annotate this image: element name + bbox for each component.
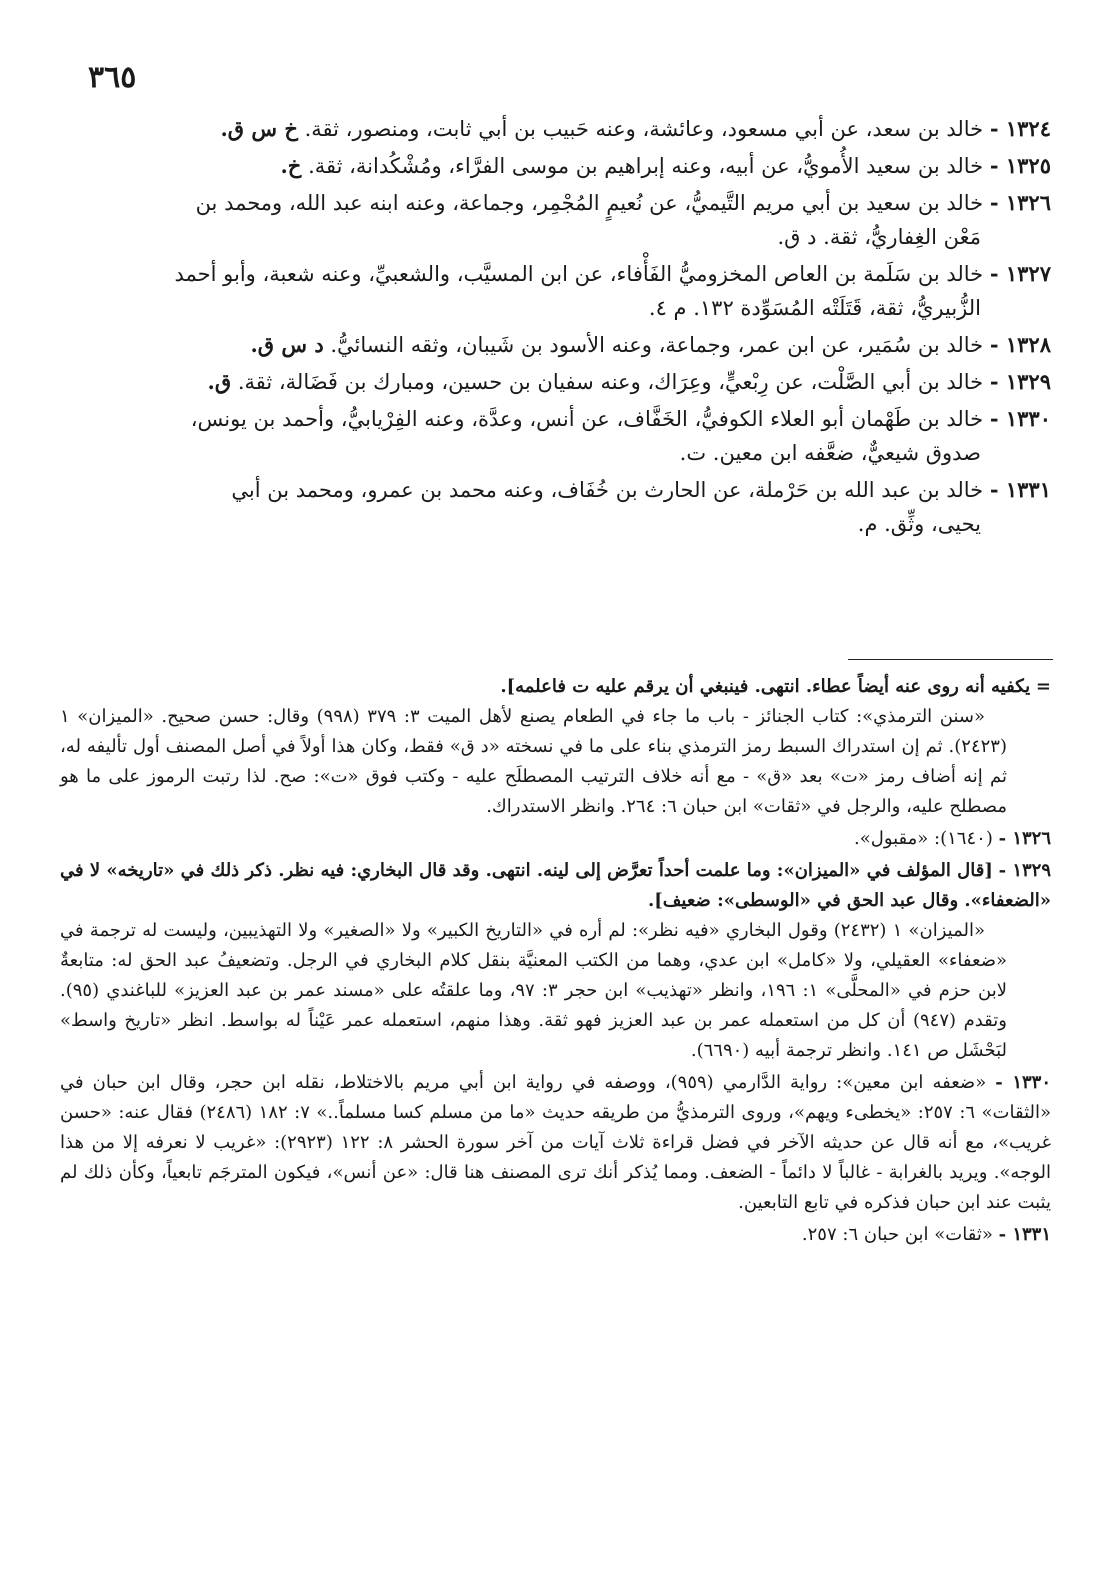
footnote-number: ١٣٢٦ -: [998, 828, 1051, 849]
entry-code: خ س ق.: [220, 116, 298, 141]
entry-text: خالد بن عبد الله بن حَرْملة، عن الحارث بن خُفَاف، وعنه محمد بن عمرو، ومحمد بن أبي: [231, 478, 984, 502]
footnote-1326: [60, 824, 1051, 854]
footnote-1331: [60, 1220, 1051, 1250]
footnote-number: ١٣٣٠ -: [995, 1072, 1051, 1093]
footnote-divider: [848, 659, 1053, 660]
footnote-bold-text: يكفيه أنه روى عنه أيضاً عطاء. انتهى. فينبغي أن يرقم عليه ت فاعلمه].: [500, 676, 1031, 697]
page-number: ٣٦٥: [88, 60, 137, 95]
footnote-body: (١٦٤٠): «مقبول».: [854, 828, 993, 849]
footnotes: [60, 672, 1051, 1252]
entry-continuation: الزُّبيريُّ، ثقة، قَتَلَتْه المُسَوِّدة ١٣٢. م ٤.: [648, 296, 981, 320]
footnote-marker: =: [1035, 676, 1051, 697]
entry-1325: [60, 149, 1051, 183]
entry-number: ١٣٢٥ -: [989, 153, 1051, 178]
entry-number: ١٣٢٦ -: [989, 190, 1051, 215]
entry-1330: [60, 402, 1051, 470]
entry-1326: [60, 186, 1051, 254]
entry-text: خالد بن سُمَير، عن ابن عمر، وجماعة، وعنه الأسود بن شَيبان، وثقه النسائيُّ.: [330, 333, 984, 357]
footnote-1330: [60, 1068, 1051, 1218]
entry-text: خالد بن أبي الصَّلْت، عن رِبْعيٍّ، وعِرَاك، وعنه سفيان بن حسين، ومبارك بن فَضَالة، ثقة.: [237, 370, 984, 394]
footnote-number: ١٣٢٩ -: [998, 860, 1051, 881]
footnote-continued: [60, 672, 1051, 822]
entry-continuation: يحيى، وثِّق. م.: [857, 512, 981, 536]
entry-1331: [60, 473, 1051, 541]
entry-text: خالد بن سَلَمة بن العاص المخزوميُّ الفَأْفاء، عن ابن المسيَّب، والشعبيِّ، وعنه شعبة، وأبو أحمد: [174, 262, 984, 286]
footnote-body: «ضعفه ابن معين»: رواية الدَّارمي (٩٥٩)، ووصفه في رواية ابن أبي مريم بالاختلاط، نقله ابن حجر، وقال ابن حبان في «الثقات» ٦: ٢٥٧: «يخطىء ويهم»، وروى الترمذيُّ من طريقه حديث «ما من مسلم كسا مسلماً..» ٧: ١٨٢ (٢٤٨٦) فقال عنه: «حسن غريب»، مع أنه قال عن حديثه الآخر في فضل قراءة ثلاث آيات من آخر سورة الحشر ٨: ١٢٢ (٢٩٢٣): «غريب لا نعرفه إلا من هذا الوجه». ويريد بالغرابة - غالباً لا دائماً - الضعف. ومما يُذكر أنك ترى المصنف هنا قال: «عن أنس»، فيكون المترجَم تابعياً، وكأن ذلك لم يثبت عند ابن حبان فذكره في تابع التابعين.: [60, 1072, 1052, 1213]
footnote-body: «سنن الترمذي»: كتاب الجنائز - باب ما جاء في الطعام يصنع لأهل الميت ٣: ٣٧٩ (٩٩٨) وقال: حسن صحيح. «الميزان» ١ (٢٤٢٣). ثم إن استدراك السبط رمز الترمذي بناء على ما في نسخته «د ق» فقط، وكان هذا أولاً في أصل المصنف أول تأليفه له، ثم إنه أضاف رمز «ت» بعد «ق» - مع أنه خلاف الترتيب المصطلَح عليه - وكتب فوق «ت»: صح. لذا رتبت الرموز على ما هو مصطلح عليه، والرجل في «ثقات» ابن حبان ٦: ٢٦٤. وانظر الاستدراك.: [60, 706, 1007, 817]
entry-number: ١٣٢٤ -: [989, 116, 1051, 141]
footnote-1329: [60, 856, 1051, 1066]
entry-number: ١٣٢٨ -: [989, 332, 1051, 357]
entry-1327: [60, 257, 1051, 325]
entry-number: ١٣٢٩ -: [989, 369, 1051, 394]
entry-code: خ.: [280, 153, 302, 178]
entry-number: ١٣٣١ -: [989, 477, 1051, 502]
entry-text: خالد بن سعيد بن أبي مريم التَّيميُّ، عن نُعيمٍ المُجْمِر، وجماعة، وعنه ابنه عبد الله، ومحمد بن: [195, 191, 984, 215]
entry-number: ١٣٣٠ -: [989, 406, 1051, 431]
entry-text: خالد بن سعد، عن أبي مسعود، وعائشة، وعنه حَبيب بن أبي ثابت، ومنصور، ثقة.: [304, 117, 984, 141]
entry-1329: [60, 365, 1051, 399]
footnote-bold-text: [قال المؤلف في «الميزان»: وما علمت أحداً تعرَّض إلى لينه. انتهى. وقد قال البخاري: فيه نظر. ذكر ذلك في «تاريخه» لا في «الضعفاء». وقال عبد الحق في «الوسطى»: ضعيف].: [60, 860, 1051, 911]
entry-1324: [60, 112, 1051, 146]
footnote-number: ١٣٣١ -: [998, 1224, 1051, 1245]
entry-code: ق.: [207, 369, 232, 394]
biography-entries: [60, 112, 1051, 544]
entry-number: ١٣٢٧ -: [989, 261, 1051, 286]
entry-continuation: مَعْن الغِفاريُّ، ثقة. د ق.: [777, 225, 981, 249]
entry-continuation: صدوق شيعيٌّ، ضعَّفه ابن معين. ت.: [679, 441, 981, 465]
footnote-body: «الميزان» ١ (٢٤٣٢) وقول البخاري «فيه نظر»: لم أره في «التاريخ الكبير» ولا «الصغير» ولا التهذيبين، وليست له ترجمة في «ضعفاء» العقيلي، ولا «كامل» ابن عدي، وهما من الكتب المعنيَّة بنقل كلام البخاري في الرجل. وتضعيفُ عبد الحق له: متابعةٌ لابن حزم في «المحلَّى» ١: ١٩٦، وانظر «تهذيب» ابن حجر ٣: ٩٧، وما علقتُه على «مسند عمر بن عبد العزيز» للباغندي (٩٥). وتقدم (٩٤٧) أن كل من استعمله عمر بن عبد العزيز فهو ثقة. وهذا منهم، استعمله عمر عَيْناً له بواسط. انظر «تاريخ واسط» لبَحْشَل ص ١٤١. وانظر ترجمة أبيه (٦٦٩٠).: [60, 920, 1007, 1061]
entry-code: د س ق.: [250, 332, 324, 357]
entry-text: خالد بن طَهْمان أبو العلاء الكوفيُّ، الخَفَّاف، عن أنس، وعدَّة، وعنه الفِرْيابيُّ، وأحمد بن يونس،: [190, 407, 984, 431]
entry-1328: [60, 328, 1051, 362]
entry-text: خالد بن سعيد الأُمويُّ، عن أبيه، وعنه إبراهيم بن موسى الفرَّاء، ومُشْكُدانة، ثقة.: [308, 154, 984, 178]
footnote-body: «ثقات» ابن حبان ٦: ٢٥٧.: [801, 1224, 993, 1245]
